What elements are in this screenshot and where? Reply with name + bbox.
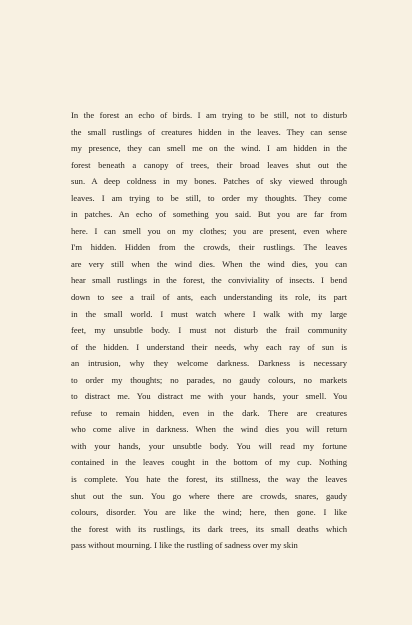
text-line-13: in the small world. I must watch where I walk with my large xyxy=(71,308,347,319)
prose-paragraph xyxy=(71,107,347,554)
text-line-6: leaves. I am trying to be still, to order my thoughts. They come xyxy=(71,192,347,203)
text-line-17: to order my thoughts; no parades, no gaudy colours, no markets xyxy=(71,374,347,385)
text-line-3: my presence, they can smell me on the wind. I am hidden in the xyxy=(71,143,347,154)
text-line-20: who come alive in darkness. When the wind dies you will return xyxy=(71,424,347,435)
text-line-4: forest beneath a canopy of trees, their broad leaves shut out the xyxy=(71,159,347,170)
text-line-9: I'm hidden. Hidden from the crowds, their rustlings. The leaves xyxy=(71,242,347,253)
text-line-15: of the hidden. I understand their needs, why each ray of sun is xyxy=(71,341,347,352)
text-line-1: In the forest an echo of birds. I am trying to be still, not to disturb xyxy=(71,110,347,120)
text-line-5: sun. A deep coldness in my bones. Patches of sky viewed through xyxy=(71,176,347,187)
text-line-10: are very still when the wind dies. When the wind dies, you can xyxy=(71,258,347,269)
text-line-23: is complete. You hate the forest, its stillness, the way the leaves xyxy=(71,474,347,485)
text-line-21: with your hands, your unsubtle body. You will read my fortune xyxy=(71,440,347,451)
text-line-7: in patches. An echo of something you said. But you are far from xyxy=(71,209,347,220)
text-line-12: down to see a trail of ants, each understanding its role, its part xyxy=(71,292,347,303)
text-line-8: here. I can smell you on my clothes; you are present, even where xyxy=(71,225,347,236)
text-line-14: feet, my unsubtle body. I must not disturb the frail community xyxy=(71,325,347,336)
text-line-24: shut out the sun. You go where there are crowds, snares, gaudy xyxy=(71,490,347,501)
text-line-25: colours, disorder. You are like the wind; here, then gone. I like xyxy=(71,507,347,518)
text-line-18: to distract me. You distract me with your hands, your smell. You xyxy=(71,391,347,402)
text-line-22: contained in the leaves cought in the bottom of my cup. Nothing xyxy=(71,457,347,468)
text-line-2: the small rustlings of creatures hidden in the leaves. They can sense xyxy=(71,126,347,137)
text-line-11: hear small rustlings in the forest, the conviviality of insects. I bend xyxy=(71,275,347,286)
text-line-27: pass without mourning. I like the rustling of sadness over my skin xyxy=(71,540,298,551)
text-line-26: the forest with its rustlings, its dark trees, its small deaths which xyxy=(71,523,347,534)
text-line-19: refuse to remain hidden, even in the dark. There are creatures xyxy=(71,407,347,418)
text-line-16: an intrusion, why they welcome darkness. Darkness is necessary xyxy=(71,358,347,369)
